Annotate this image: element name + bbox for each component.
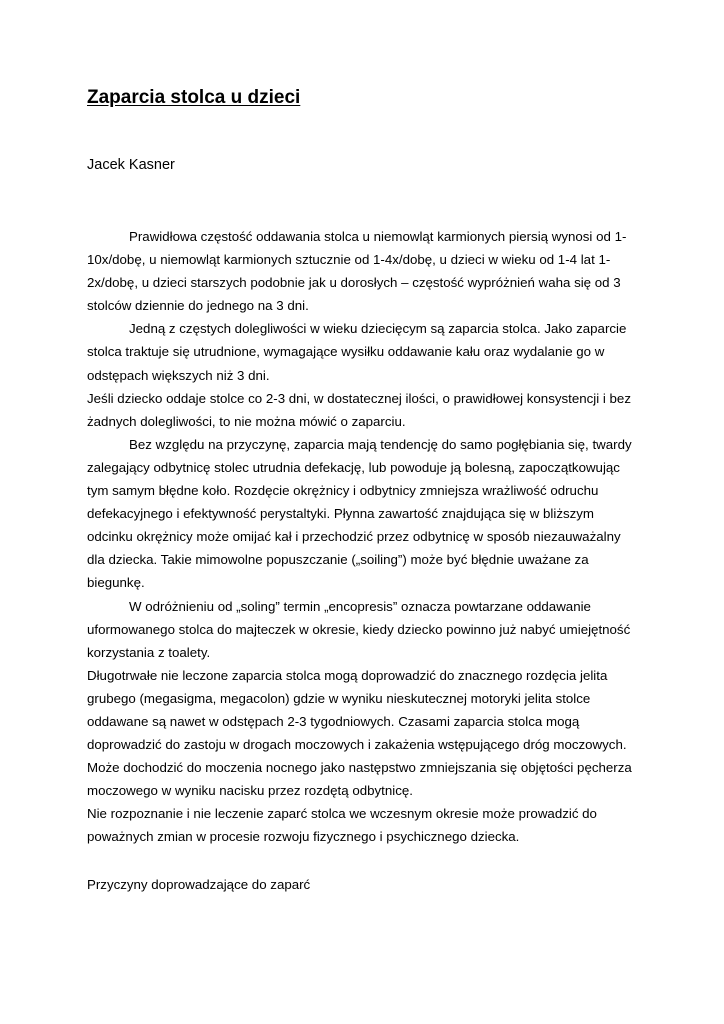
- text-line: Jedną z częstych dolegliwości w wieku dziecięcym są zaparcia stolca. Jako zaparcie: [129, 321, 627, 337]
- paragraph-stool-frequency: [87, 225, 647, 317]
- text-line: grubego (megasigma, megacolon) gdzie w wyniku nieskutecznej motoryki jelita stolce: [87, 690, 591, 706]
- section-subheading: Przyczyny doprowadzające do zaparć: [87, 877, 311, 892]
- text-line: zalegający odbytnicę stolec utrudnia defekację, lub powoduje ją bolesną, zapoczątkowując: [87, 459, 620, 475]
- text-line: tym samym błędne koło. Rozdęcie okrężnicy i odbytnicy zmniejsza wrażliwość odruchu: [87, 483, 599, 499]
- paragraph-constipation-definition: [87, 317, 647, 386]
- text-line: Może dochodzić do moczenia nocnego jako następstwo zmniejszania się objętości pęcherza: [87, 760, 632, 776]
- document-body: [87, 225, 647, 849]
- text-line: oddawane są nawet w odstępach 2-3 tygodniowych. Czasami zaparcia stolca mogą: [87, 713, 580, 729]
- paragraph-early-diagnosis: [87, 802, 647, 848]
- text-line: odcinku okrężnicy może omijać kał i przechodzić przez odbytnicę w sposób niezauważalny: [87, 529, 621, 545]
- text-line: korzystania z toalety.: [87, 644, 211, 660]
- text-line: Bez względu na przyczynę, zaparcia mają tendencję do samo pogłębiania się, twardy: [129, 436, 632, 452]
- text-line: stolca traktuje się utrudnione, wymagające wysiłku oddawanie kału oraz wydalanie go w: [87, 344, 605, 360]
- text-line: Nie rozpoznanie i nie leczenie zaparć stolca we wczesnym okresie może prowadzić do: [87, 806, 597, 822]
- text-line: defekacyjnego i efektywność perystaltyki. Płynna zawartość znajdująca się w bliższym: [87, 506, 594, 522]
- text-line: doprowadzić do zastoju w drogach moczowych i zakażenia wstępującego dróg moczowych.: [87, 737, 627, 753]
- text-line: stolców dziennie do jednego na 3 dni.: [87, 298, 309, 314]
- text-line: żadnych dolegliwości, to nie można mówić o zaparciu.: [87, 413, 406, 429]
- text-line: Długotrwałe nie leczone zaparcia stolca mogą doprowadzić do znacznego rozdęcia jelita: [87, 667, 608, 683]
- text-line: biegunkę.: [87, 575, 145, 591]
- document-title: Zaparcia stolca u dzieci: [87, 87, 301, 108]
- text-line: 10x/dobę, u niemowląt karmionych sztucznie od 1-4x/dobę, u dzieci w wieku od 1-4 lat 1-: [87, 252, 611, 268]
- paragraph-normal-stool: [87, 387, 647, 433]
- text-line: dla dziecka. Takie mimowolne popuszczanie („soiling”) może być błędnie uważane za: [87, 552, 589, 568]
- author-name: Jacek Kasner: [87, 157, 175, 173]
- text-line: W odróżnieniu od „soling” termin „encopresis” oznacza powtarzane oddawanie: [129, 598, 591, 614]
- text-line: uformowanego stolca do majteczek w okresie, kiedy dziecko powinno już nabyć umiejętność: [87, 621, 631, 637]
- text-line: odstępach większych niż 3 dni.: [87, 367, 270, 383]
- text-line: poważnych zmian w procesie rozwoju fizycznego i psychicznego dziecka.: [87, 829, 520, 845]
- text-line: Prawidłowa częstość oddawania stolca u niemowląt karmionych piersią wynosi od 1-: [129, 229, 627, 244]
- paragraph-complications: [87, 664, 647, 803]
- paragraph-vicious-circle: [87, 433, 647, 595]
- text-line: Jeśli dziecko oddaje stolce co 2-3 dni, w dostatecznej ilości, o prawidłowej konsystencji i bez: [87, 390, 631, 406]
- paragraph-encopresis: [87, 595, 647, 664]
- text-line: moczowego w wyniku nacisku przez rozdętą odbytnicę.: [87, 783, 413, 799]
- text-line: 2x/dobę, u dzieci starszych podobnie jak u dorosłych – częstość wypróżnień waha się od 3: [87, 275, 621, 291]
